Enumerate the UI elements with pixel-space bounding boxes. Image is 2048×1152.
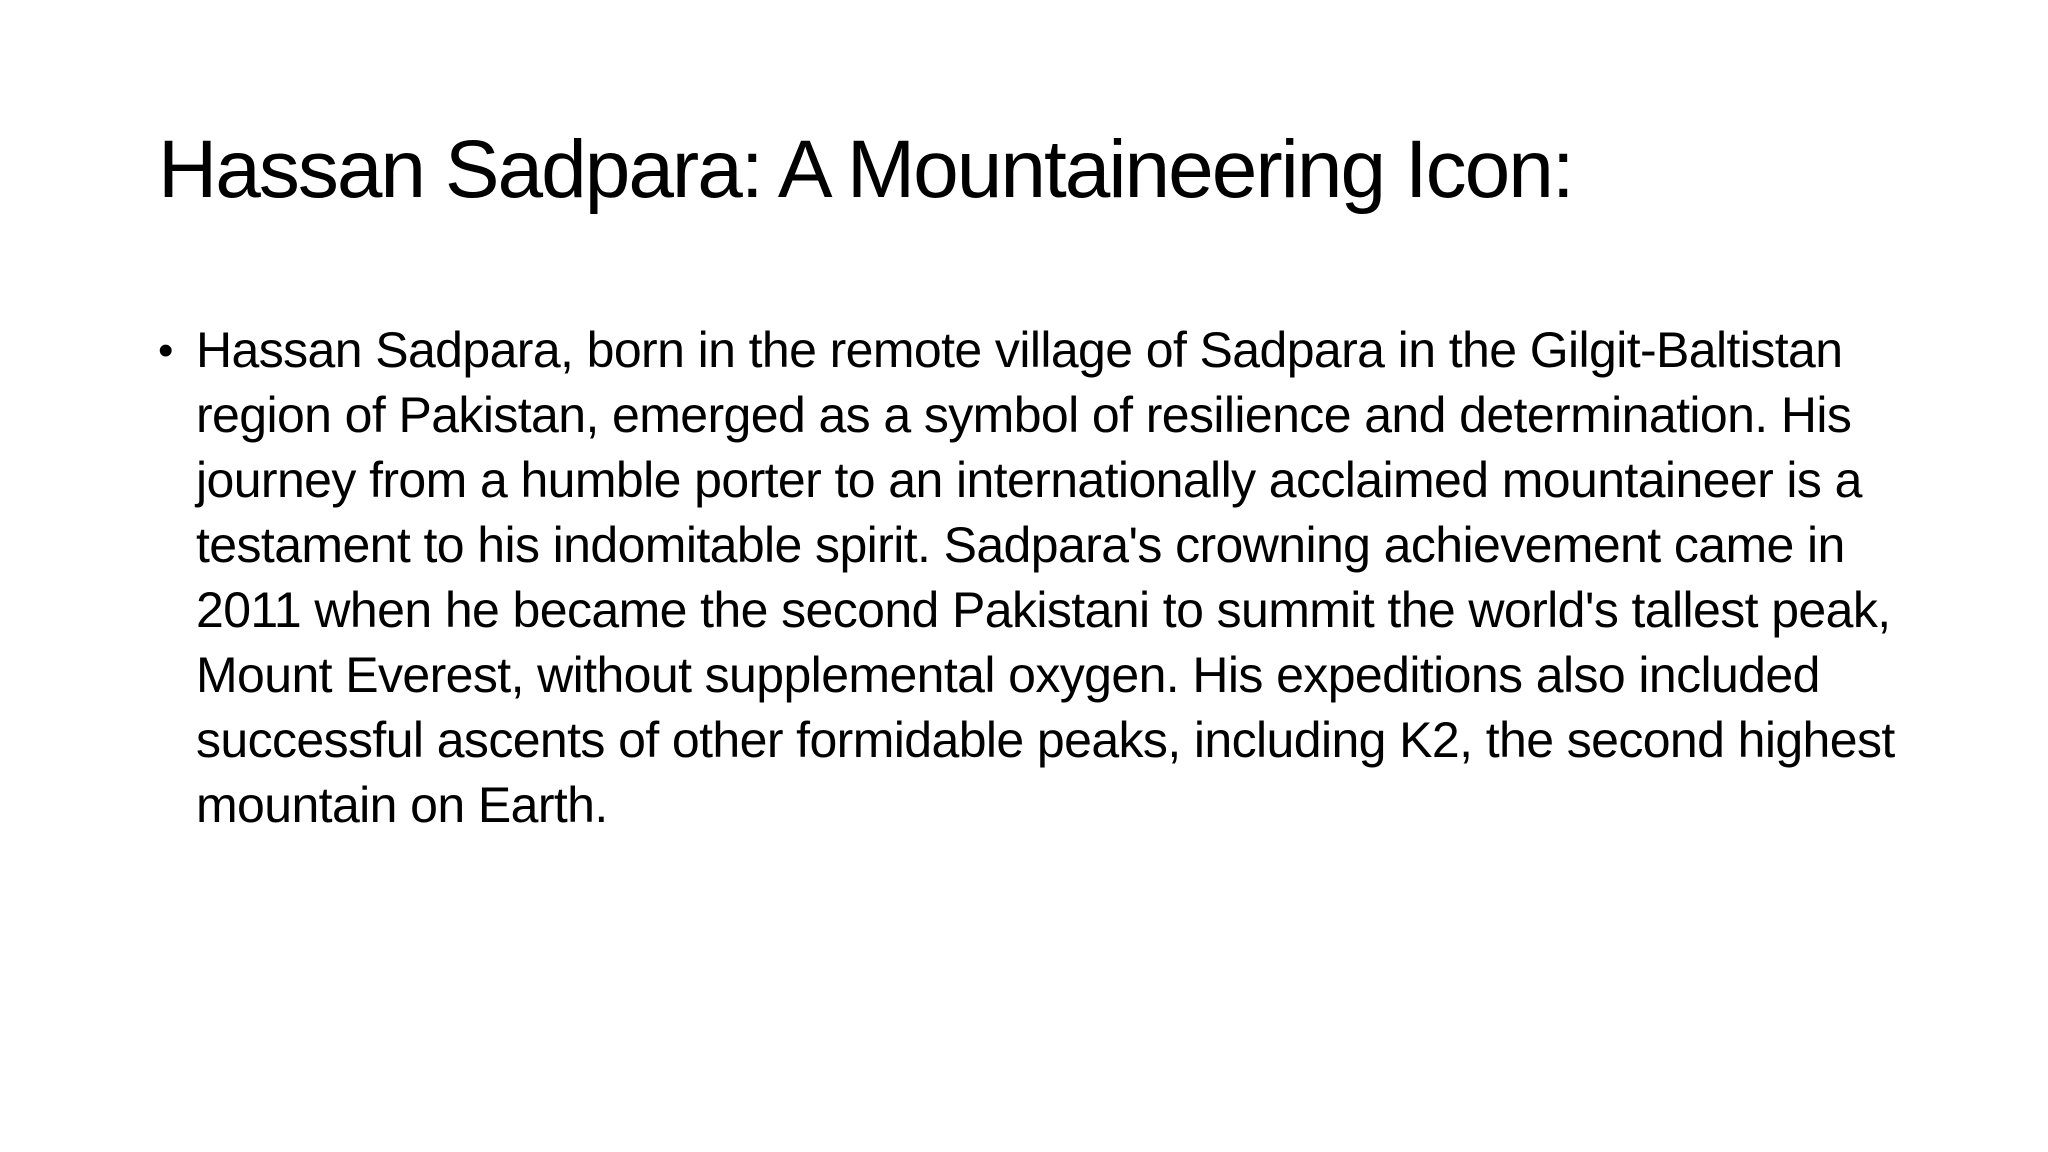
bullet-text: Hassan Sadpara, born in the remote village of Sadpara in the Gilgit-Baltistan region of Pakistan, emerged as a symbol of resilience and determination. His journey from a humble porter to an internationally acclaimed mountaineer is a testament to his indomitable spirit. Sadpara's crowning achievement came in 2011 when he became the second Pakistani to summit the world's tallest peak, Mount Everest, without supplemental oxygen. His expeditions also included successful ascents of other formidable peaks, including K2, the second highest mountain on Earth. xyxy=(196,322,1895,833)
bullet-item xyxy=(158,318,1918,838)
slide-title: Hassan Sadpara: A Mountaineering Icon: xyxy=(158,124,1573,215)
bullet-marker: • xyxy=(158,326,173,375)
bullet-list xyxy=(158,318,1918,838)
